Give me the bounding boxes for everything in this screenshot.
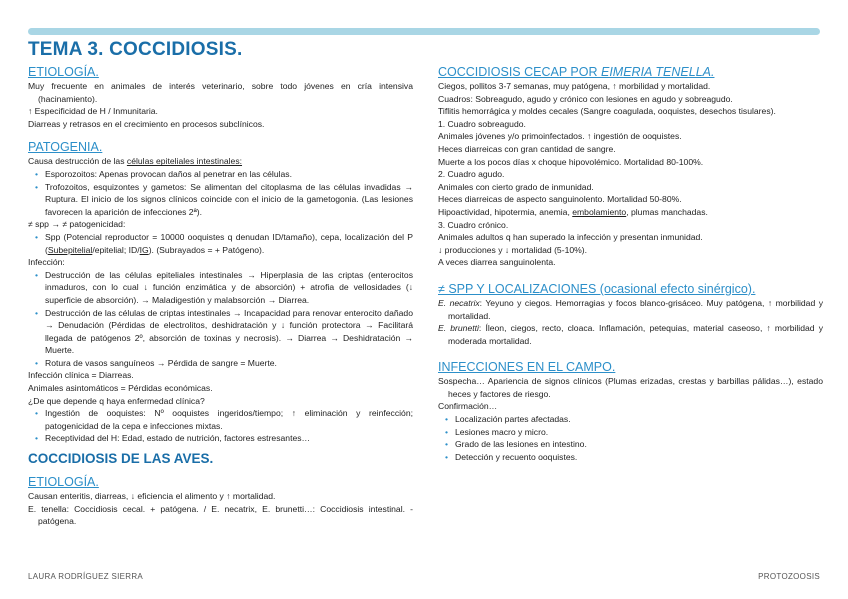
etiologia-heading: ETIOLOGÍA.	[28, 65, 99, 79]
patogenia-heading: PATOGENIA.	[28, 140, 103, 155]
list-item: • Destrucción de las células epiteliales intestinales → Hiperplasia de las criptas (enterocitos inmaduros, con lo cual ↓ función enzimática y de absorción) + atrofia de vellosidades (↓ superficie de absorción). → Maladigestión y malabsorción → Diarrea.	[28, 269, 413, 307]
list-item: • Detección y recuento ooquistes.	[438, 451, 823, 464]
list-item: • Destrucción de las células de criptas intestinales → Incapacidad para renovar enterocito dañado → Denudación (Pérdidas de electrolitos, deshidratación y ↓ función protectora → Facilitará llegada de patógenos 2º, absorción de toxinas y necrosis). → Diarrea → Deshidratación → Muerte.	[28, 307, 413, 357]
infecciones-campo-heading: INFECCIONES EN EL CAMPO.	[438, 360, 616, 375]
etiologia-aves-para: Causan enteritis, diarreas, ↓ eficiencia el alimento y ↑ mortalidad.	[28, 491, 276, 502]
footer-author: LAURA RODRÍGUEZ SIERRA	[28, 572, 144, 581]
spp-factors-list	[28, 231, 413, 256]
cecap-line: Animales con cierto grado de inmunidad.	[438, 181, 594, 192]
list-item: • Receptividad del H: Edad, estado de nutrición, factores estresantes…	[28, 432, 413, 445]
list-item: • Esporozoitos: Apenas provocan daños al penetrar en las células.	[28, 168, 413, 181]
cecap-line: Muerte a los pocos días x choque hipovolémico. Mortalidad 80-100%.	[438, 156, 704, 167]
aves-section-heading: COCCIDIOSIS DE LAS AVES.	[28, 451, 214, 467]
spp-patogenicidad-line: ≠ spp → ≠ patogenicidad:	[28, 219, 126, 230]
patogenia-stages-list	[28, 168, 413, 218]
cecap-line: ↓ producciones y ↓ mortalidad (5-10%).	[438, 244, 588, 255]
cecap-line: 3. Cuadro crónico.	[438, 219, 509, 230]
cecap-line: Animales jóvenes y/o primoinfectados. ↑ ingestión de ooquistes.	[438, 131, 682, 142]
enfermedad-clinica-list	[28, 407, 413, 445]
cecap-line: Animales adultos q han superado la infección y presentan inmunidad.	[438, 232, 703, 243]
patogenia-line: Animales asintomáticos = Pérdidas económicas.	[28, 383, 213, 394]
list-item: • Ingestión de ooquistes: Nº ooquistes ingeridos/tiempo; ↑ eliminación y reinfección; patogenicidad de la cepa e infecciones mixtas.	[28, 407, 413, 432]
spp-item: E. brunetti: Íleon, ciegos, recto, cloaca. Inflamación, petequias, material caseoso, ↑ morbilidad y moderada mortalidad.	[438, 323, 823, 346]
etiologia-para: ↑ Especificidad de H / Inmunitaria.	[28, 106, 158, 117]
etiologia-para: Muy frecuente en animales de interés veterinario, sobre todo jóvenes en cría intensiva (hacinamiento).	[28, 81, 413, 104]
cecap-line: 1. Cuadro sobreagudo.	[438, 118, 526, 129]
page-title: TEMA 3. COCCIDIOSIS.	[28, 39, 243, 60]
right-column	[438, 64, 823, 463]
cecap-line: Cuadros: Sobreagudo, agudo y crónico con lesiones en agudo y sobreagudo.	[438, 93, 733, 104]
etiologia-aves-para: E. tenella: Coccidiosis cecal. + patógena. / E. necatrix, E. brunetti…: Coccidiosis intestinal. - patógena.	[28, 503, 413, 527]
infeccion-label: Infección:	[28, 257, 65, 268]
cecap-line: Hipoactividad, hipotermia, anemia, embolamiento, plumas manchadas.	[438, 206, 708, 217]
cecap-line: Heces diarreicas de aspecto sanguinolento. Mortalidad 50-80%.	[438, 194, 682, 205]
list-item: • Rotura de vasos sanguíneos → Pérdida de sangre = Muerte.	[28, 357, 413, 370]
list-item: • Trofozoitos, esquizontes y gametos: Se alimentan del citoplasma de las células invadidas → Ruptura. El inicio de los signos clínicos coincide con el inicio de la gametogonia. (Las lesiones favorecen la aparición de infecciones 2ª).	[28, 181, 413, 219]
etiologia-aves-heading: ETIOLOGÍA.	[28, 475, 99, 490]
list-item: • Grado de las lesiones en intestino.	[438, 438, 823, 451]
confirmacion-list	[438, 413, 823, 463]
footer-subject: PROTOZOOSIS	[758, 572, 820, 581]
spp-localizaciones-heading: ≠ SPP Y LOCALIZACIONES (ocasional efecto sinérgico).	[438, 281, 756, 296]
title-accent-bar	[28, 28, 820, 35]
sospecha-para: Sospecha… Apariencia de signos clínicos (Plumas erizadas, crestas y barbillas pálidas…), estado heces y factores de riesgo.	[438, 376, 823, 399]
infeccion-list	[28, 269, 413, 370]
patogenia-line: ¿De que depende q haya enfermedad clínica?	[28, 395, 205, 406]
cecap-line: 2. Cuadro agudo.	[438, 169, 505, 180]
confirmacion-label: Confirmación…	[438, 401, 498, 412]
list-item: • Localización partes afectadas.	[438, 413, 823, 426]
cecap-line: Ciegos, pollitos 3-7 semanas, muy patógena, ↑ morbilidad y mortalidad.	[438, 81, 711, 91]
left-column	[28, 64, 413, 528]
cecap-heading: COCCIDIOSIS CECAP POR EIMERIA TENELLA.	[438, 65, 715, 79]
cecap-line: A veces diarrea sanguinolenta.	[438, 257, 556, 268]
patogenia-line: Infección clínica = Diarreas.	[28, 370, 134, 381]
cecap-line: Tiflitis hemorrágica y moldes cecales (Sangre coagulada, ooquistes, desechos tisulares).	[438, 106, 776, 117]
patogenia-intro: Causa destrucción de las células epiteliales intestinales:	[28, 156, 243, 167]
cecap-line: Heces diarreicas con gran cantidad de sangre.	[438, 143, 616, 154]
list-item: • Spp (Potencial reproductor = 10000 ooquistes q denudan ID/tamaño), cepa, localización del P (Subepitelial/epitelial; ID/IG). (Subrayados = + Patógeno).	[28, 231, 413, 256]
list-item: • Lesiones macro y micro.	[438, 426, 823, 439]
spp-item: E. necatrix: Yeyuno y ciegos. Hemorragias y focos blanco-grisáceo. Muy patógena, ↑ morbilidad y mortalidad.	[438, 297, 823, 321]
etiologia-para: Diarreas y retrasos en el crecimiento en procesos subclínicos.	[28, 118, 265, 129]
